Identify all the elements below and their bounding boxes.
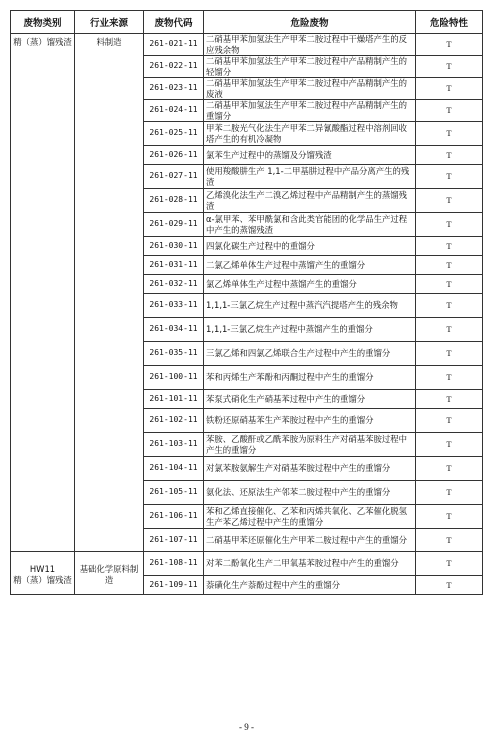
waste-description-cell: 氨化法、还原法生产邻苯二胺过程中产生的重馏分 (204, 481, 416, 505)
waste-code-cell: 261-034-11 (144, 318, 204, 342)
table-row (11, 552, 483, 576)
waste-code-cell: 261-023-11 (144, 78, 204, 100)
waste-description-cell: 对氯苯胺氨解生产对硝基苯胺过程中产生的重馏分 (204, 457, 416, 481)
hazard-characteristic-cell: T (416, 390, 483, 409)
waste-description-cell: 苯泵式硝化生产硝基苯过程中产生的重馏分 (204, 390, 416, 409)
source-cell: 料制造 (75, 34, 144, 552)
waste-description-cell: α-氯甲苯、苯甲酰氯和含此类官能团的化学品生产过程中产生的蒸馏残渣 (204, 213, 416, 237)
hazard-characteristic-cell: T (416, 256, 483, 275)
page-number: - 9 - (239, 722, 254, 732)
waste-description-cell: 二硝基甲苯加氢法生产甲苯二胺过程中产品精制产生的重馏分 (204, 100, 416, 122)
hazard-characteristic-cell: T (416, 275, 483, 294)
waste-code-cell: 261-028-11 (144, 189, 204, 213)
hazard-characteristic-cell: T (416, 342, 483, 366)
waste-code-cell: 261-103-11 (144, 433, 204, 457)
hazard-characteristic-cell: T (416, 529, 483, 552)
hazard-characteristic-cell: T (416, 34, 483, 56)
waste-description-cell: 铁粉还原硝基苯生产苯胺过程中产生的重馏分 (204, 409, 416, 433)
table-row (11, 34, 483, 56)
waste-code-cell: 261-032-11 (144, 275, 204, 294)
category-code: HW11 (29, 564, 56, 574)
hazard-characteristic-cell: T (416, 576, 483, 595)
waste-description-cell: 氯苯生产过程中的蒸馏及分馏残渣 (204, 146, 416, 165)
hazard-characteristic-cell: T (416, 100, 483, 122)
hazard-characteristic-cell: T (416, 294, 483, 318)
hazard-characteristic-cell: T (416, 213, 483, 237)
waste-code-cell: 261-106-11 (144, 505, 204, 529)
waste-code-cell: 261-109-11 (144, 576, 204, 595)
waste-description-cell: 苯和乙烯直接催化、乙苯和丙烯共氧化、乙苯催化脱氢生产苯乙烯过程中产生的重馏分 (204, 505, 416, 529)
waste-description-cell: 二氯乙烯单体生产过程中蒸馏产生的重馏分 (204, 256, 416, 275)
hazard-characteristic-cell: T (416, 318, 483, 342)
waste-description-cell: 1,1,1-三氯乙烷生产过程中蒸汽汽提塔产生的残余物 (204, 294, 416, 318)
waste-description-cell: 苯胺、乙酸酐或乙酰苯胺为原料生产对硝基苯胺过程中产生的重馏分 (204, 433, 416, 457)
hazard-characteristic-cell: T (416, 481, 483, 505)
waste-description-cell: 二硝基甲苯还原催化生产甲苯二胺过程中产生的重馏分 (204, 529, 416, 552)
waste-code-cell: 261-104-11 (144, 457, 204, 481)
header-characteristic: 危险特性 (416, 11, 483, 34)
hazard-characteristic-cell: T (416, 78, 483, 100)
waste-code-cell: 261-033-11 (144, 294, 204, 318)
hazard-characteristic-cell: T (416, 457, 483, 481)
waste-description-cell: 1,1,1-三氯乙烷生产过程中蒸馏产生的重馏分 (204, 318, 416, 342)
waste-description-cell: 二硝基甲苯加氢法生产甲苯二胺过程中产品精制产生的轻馏分 (204, 56, 416, 78)
waste-code-cell: 261-107-11 (144, 529, 204, 552)
waste-code-cell: 261-105-11 (144, 481, 204, 505)
category-cell: 精（蒸）馏残渣 (11, 34, 75, 552)
hazard-characteristic-cell: T (416, 165, 483, 189)
document-page (10, 10, 482, 595)
waste-code-cell: 261-027-11 (144, 165, 204, 189)
hazard-characteristic-cell: T (416, 146, 483, 165)
category-name: 精（蒸）馏残渣 (13, 574, 72, 585)
waste-description-cell: 二硝基甲苯加氢法生产甲苯二胺过程中产品精制产生的废液 (204, 78, 416, 100)
hazard-characteristic-cell: T (416, 56, 483, 78)
waste-code-cell: 261-025-11 (144, 122, 204, 146)
waste-description-cell: 四氯化碳生产过程中的重馏分 (204, 237, 416, 256)
waste-description-cell: 氯乙烯单体生产过程中蒸馏产生的重馏分 (204, 275, 416, 294)
waste-description-cell: 三氯乙烯和四氯乙烯联合生产过程中产生的重馏分 (204, 342, 416, 366)
source-cell: 基础化学原料制造 (75, 552, 144, 595)
waste-code-cell: 261-101-11 (144, 390, 204, 409)
waste-code-cell: 261-108-11 (144, 552, 204, 576)
header-code: 废物代码 (144, 11, 204, 34)
hazardous-waste-table (10, 10, 483, 595)
hazard-characteristic-cell: T (416, 122, 483, 146)
hazard-characteristic-cell: T (416, 366, 483, 390)
waste-description-cell: 对苯二酚氧化生产二甲氧基苯胺过程中产生的重馏分 (204, 552, 416, 576)
waste-code-cell: 261-029-11 (144, 213, 204, 237)
waste-description-cell: 使用羧酸肼生产 1,1-二甲基肼过程中产品分离产生的残渣 (204, 165, 416, 189)
header-category: 废物类别 (11, 11, 75, 34)
hazard-characteristic-cell: T (416, 505, 483, 529)
waste-code-cell: 261-100-11 (144, 366, 204, 390)
hazard-characteristic-cell: T (416, 433, 483, 457)
hazard-characteristic-cell: T (416, 409, 483, 433)
header-source: 行业来源 (75, 11, 144, 34)
table-header-row (11, 11, 483, 34)
waste-description-cell: 苯和丙烯生产苯酚和丙酮过程中产生的重馏分 (204, 366, 416, 390)
waste-code-cell: 261-026-11 (144, 146, 204, 165)
waste-code-cell: 261-022-11 (144, 56, 204, 78)
hazard-characteristic-cell: T (416, 189, 483, 213)
waste-code-cell: 261-024-11 (144, 100, 204, 122)
category-cell (11, 552, 75, 595)
waste-code-cell: 261-021-11 (144, 34, 204, 56)
waste-description-cell: 乙烯溴化法生产二溴乙烯过程中产品精制产生的蒸馏残渣 (204, 189, 416, 213)
waste-description-cell: 萘磺化生产萘酚过程中产生的重馏分 (204, 576, 416, 595)
header-waste: 危险废物 (204, 11, 416, 34)
waste-code-cell: 261-030-11 (144, 237, 204, 256)
waste-code-cell: 261-035-11 (144, 342, 204, 366)
waste-description-cell: 二硝基甲苯加氢法生产甲苯二胺过程中干燥塔产生的反应残余物 (204, 34, 416, 56)
waste-code-cell: 261-031-11 (144, 256, 204, 275)
hazard-characteristic-cell: T (416, 552, 483, 576)
waste-description-cell: 甲苯二胺光气化法生产甲苯二异氰酸酯过程中溶剂回收塔产生的有机冷凝物 (204, 122, 416, 146)
hazard-characteristic-cell: T (416, 237, 483, 256)
waste-code-cell: 261-102-11 (144, 409, 204, 433)
